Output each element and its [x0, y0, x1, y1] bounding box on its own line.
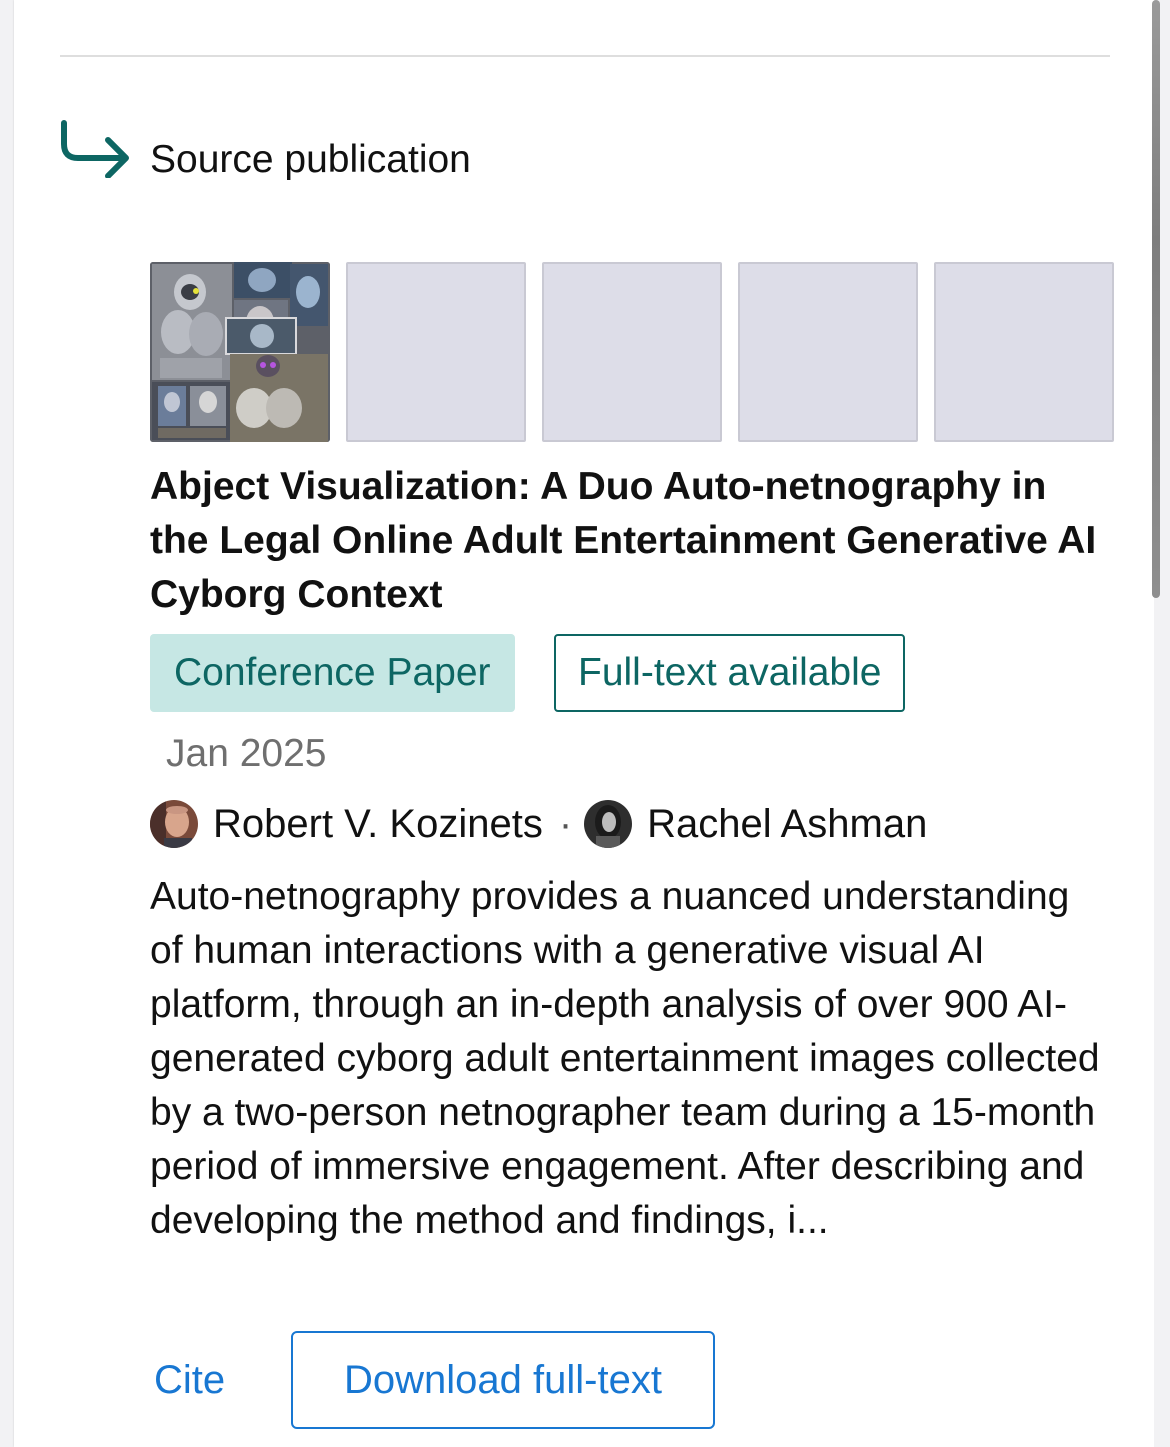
section-heading: Source publication	[150, 138, 471, 181]
publication-type-badge: Conference Paper	[150, 634, 515, 712]
figure-thumbnail[interactable]	[934, 262, 1114, 442]
scrollbar-thumb[interactable]	[1152, 0, 1160, 598]
publication-date: Jan 2025	[166, 732, 327, 775]
figure-thumbnail[interactable]	[346, 262, 526, 442]
figure-thumbnails	[150, 262, 1114, 442]
publication-title[interactable]: Abject Visualization: A Duo Auto-netnography in the Legal Online Adult Entertainment Generative AI Cyborg Context	[150, 465, 1097, 616]
figure-thumbnail[interactable]	[738, 262, 918, 442]
full-text-available-badge: Full-text available	[554, 634, 905, 712]
author-name[interactable]: Rachel Ashman	[647, 801, 928, 846]
author-name[interactable]: Robert V. Kozinets	[213, 801, 543, 846]
author-separator: ·	[558, 801, 573, 846]
avatar[interactable]	[584, 800, 632, 848]
author-list	[150, 798, 927, 850]
divider	[60, 55, 1110, 57]
arrow-turn-down-right-icon	[58, 118, 134, 178]
figure-thumbnail[interactable]	[150, 262, 330, 442]
download-full-text-button[interactable]: Download full-text	[291, 1331, 715, 1429]
publication-abstract: Auto-netnography provides a nuanced understanding of human interactions with a generative visual AI platform, through an in-depth analysis of over 900 AI-generated cyborg adult entertainment images collected by a two-person netnographer team during a 15-month period of immersive engagement. After describing and developing the method and findings, i...	[150, 875, 1100, 1242]
cite-link[interactable]: Cite	[154, 1358, 226, 1402]
figure-thumbnail[interactable]	[542, 262, 722, 442]
avatar[interactable]	[150, 800, 198, 848]
